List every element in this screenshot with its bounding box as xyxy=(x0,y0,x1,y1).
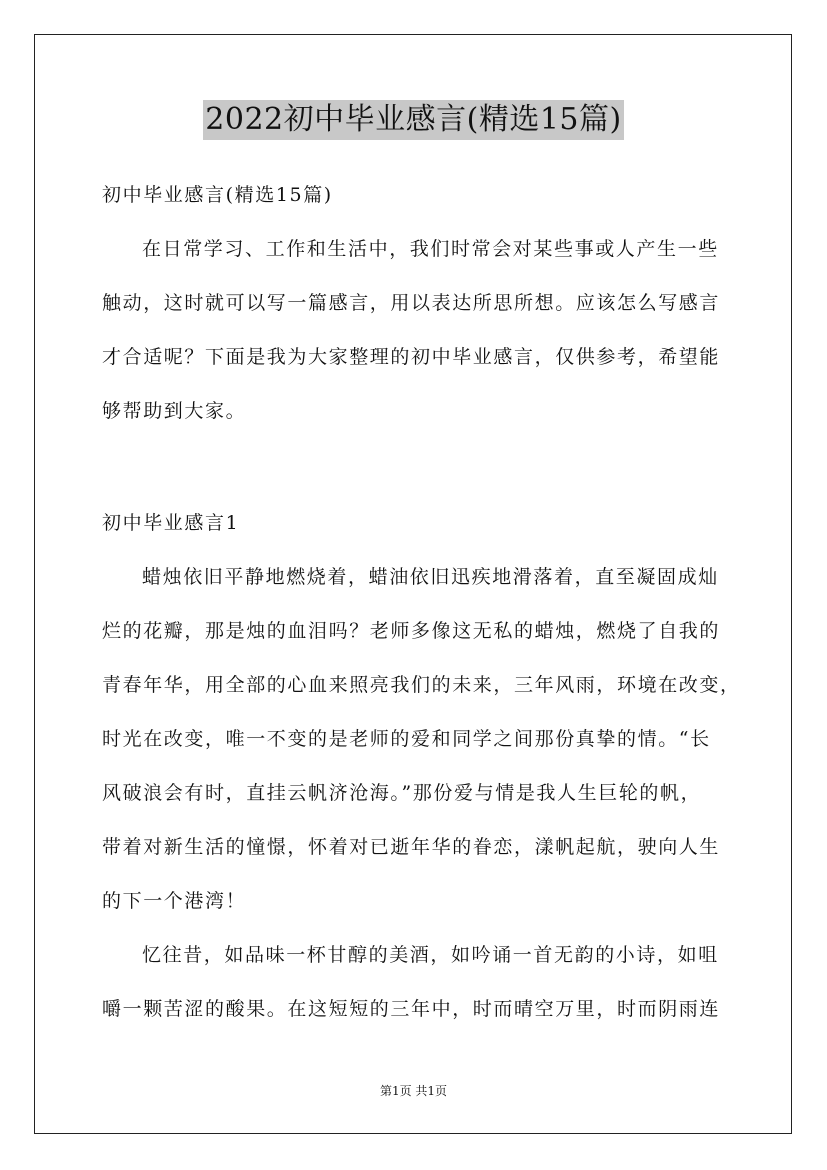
paragraph-line: 时光在改变，唯一不变的是老师的爱和同学之间那份真挚的情。“长 xyxy=(102,728,711,750)
document-title: 2022初中毕业感言(精选15篇) xyxy=(203,100,623,140)
section-heading: 初中毕业感言1 xyxy=(102,512,240,534)
title-container xyxy=(0,100,827,140)
subtitle: 初中毕业感言(精选15篇) xyxy=(102,184,333,206)
paragraph-line: 嚼一颗苦涩的酸果。在这短短的三年中，时而晴空万里，时而阴雨连 xyxy=(102,998,721,1020)
paragraph-line: 烂的花瓣，那是烛的血泪吗？老师多像这无私的蜡烛，燃烧了自我的 xyxy=(102,620,721,642)
intro-line: 才合适呢？下面是我为大家整理的初中毕业感言，仅供参考，希望能 xyxy=(102,346,721,368)
intro-line: 够帮助到大家。 xyxy=(102,400,247,422)
paragraph-line: 青春年华，用全部的心血来照亮我们的未来，三年风雨，环境在改变， xyxy=(102,674,741,696)
document-body xyxy=(102,168,741,1036)
intro-line: 在日常学习、工作和生活中，我们时常会对某些事或人产生一些 xyxy=(142,238,719,260)
paragraph-line: 风破浪会有时，直挂云帆济沧海。”那份爱与情是我人生巨轮的帆， xyxy=(102,782,702,804)
paragraph-line: 的下一个港湾！ xyxy=(102,890,247,912)
page-footer: 第1页 共1页 xyxy=(379,1084,448,1098)
paragraph-line: 蜡烛依旧平静地燃烧着，蜡油依旧迅疾地滑落着，直至凝固成灿 xyxy=(142,566,719,588)
intro-line: 触动，这时就可以写一篇感言，用以表达所思所想。应该怎么写感言 xyxy=(102,292,721,314)
paragraph-line: 带着对新生活的憧憬，怀着对已逝年华的眷恋，漾帆起航，驶向人生 xyxy=(102,836,721,858)
paragraph-line: 忆往昔，如品味一杯甘醇的美酒，如吟诵一首无韵的小诗，如咀 xyxy=(142,944,719,966)
paragraph-gap xyxy=(102,438,730,496)
